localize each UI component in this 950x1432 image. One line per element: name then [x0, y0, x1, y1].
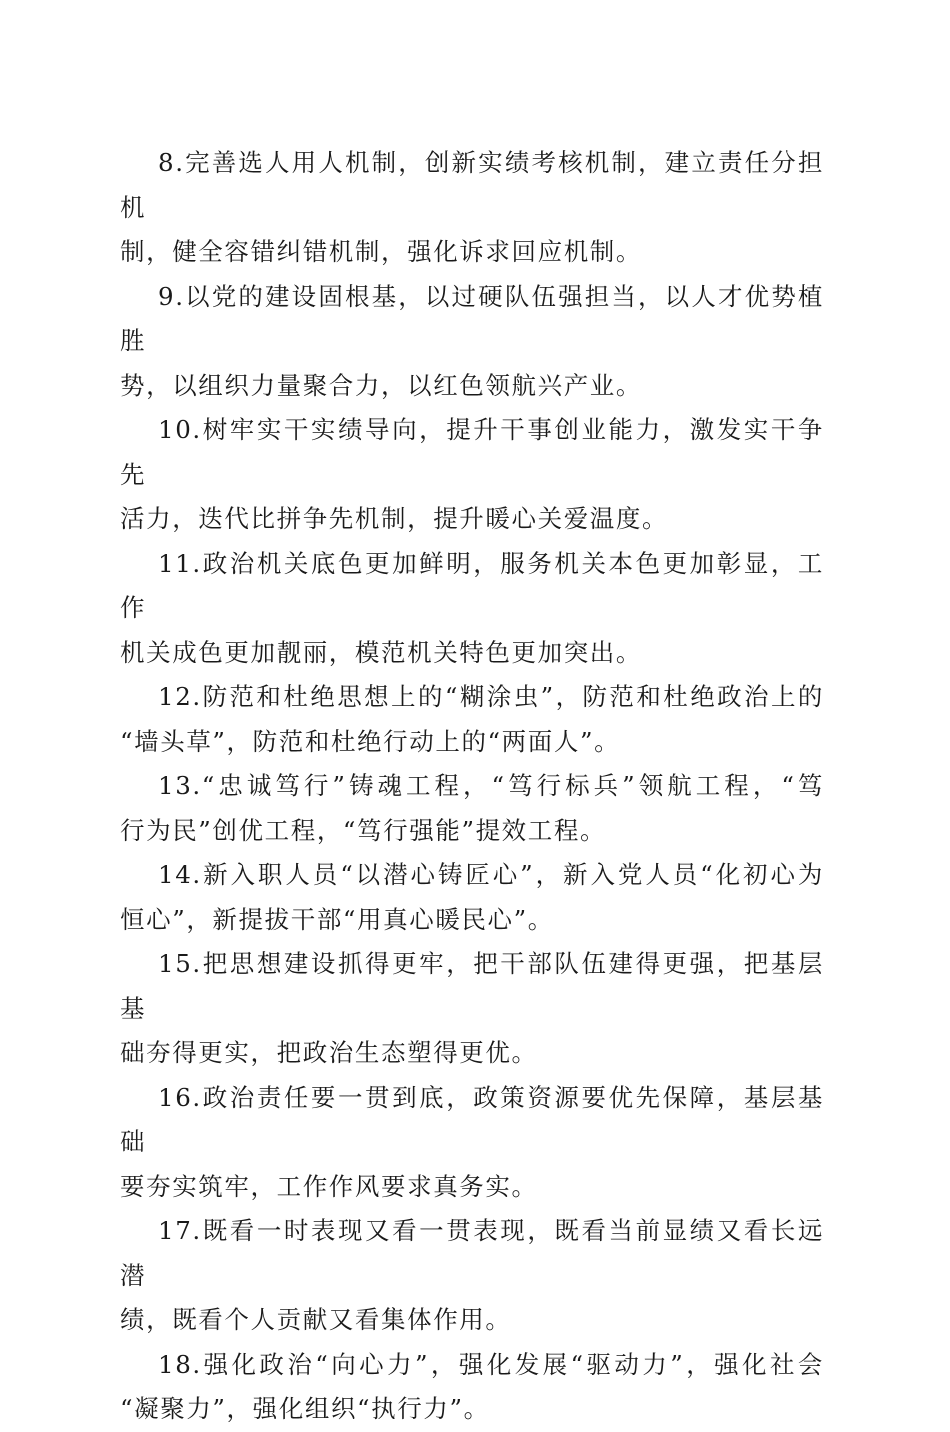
list-item [120, 1209, 824, 1343]
list-item-line: 14.新入职人员“以潜心铸匠心”，新入党人员“化初心为 [158, 860, 824, 889]
list-item-line: 13.“忠诚笃行”铸魂工程，“笃行标兵”领航工程，“笃 [158, 771, 824, 800]
list-item-line: 12.防范和杜绝思想上的“糊涂虫”，防范和杜绝政治上的 [158, 682, 824, 711]
list-item [120, 275, 824, 409]
list-item [120, 408, 824, 542]
list-item-line: 8.完善选人用人机制，创新实绩考核机制，建立责任分担机 [120, 148, 824, 222]
list-item-line: 活力，迭代比拼争先机制，提升暖心关爱温度。 [120, 504, 669, 533]
list-item-line: 础夯得更实，把政治生态塑得更优。 [120, 1038, 538, 1067]
list-item [120, 542, 824, 676]
list-item-line: 16.政治责任要一贯到底，政策资源要优先保障，基层基础 [120, 1082, 824, 1156]
list-item-line: 制，健全容错纠错机制，强化诉求回应机制。 [120, 237, 642, 266]
list-item-line: 18.强化政治“向心力”，强化发展“驱动力”，强化社会 [158, 1349, 824, 1379]
list-item-line: 要夯实筑牢，工作作风要求真务实。 [120, 1171, 538, 1201]
list-item-line: 17.既看一时表现又看一贯表现，既看当前显绩又看长远潜 [120, 1216, 824, 1290]
list-item-line: 9.以党的建设固根基，以过硬队伍强担当，以人才优势植胜 [120, 281, 824, 355]
list-item-line: “墙头草”，防范和杜绝行动上的“两面人”。 [120, 726, 621, 756]
list-item-line: 行为民”创优工程，“笃行强能”提效工程。 [120, 815, 607, 845]
list-item-line: 恒心”，新提拔干部“用真心暖民心”。 [120, 904, 554, 934]
list-item-line: “凝聚力”，强化组织“执行力”。 [120, 1394, 490, 1423]
list-item-line: 10.树牢实干实绩导向，提升干事创业能力，激发实干争先 [120, 415, 824, 489]
list-item-line: 15.把思想建设抓得更牢，把干部队伍建得更强，把基层基 [120, 949, 824, 1023]
list-item [120, 853, 824, 942]
list-item-line: 绩，既看个人贡献又看集体作用。 [120, 1305, 512, 1334]
list-item-line: 11.政治机关底色更加鲜明，服务机关本色更加彰显，工作 [120, 548, 824, 622]
list-item [120, 675, 824, 764]
document-body [120, 141, 824, 1432]
list-item [120, 1343, 824, 1432]
list-item [120, 942, 824, 1076]
list-item-line: 机关成色更加靓丽，模范机关特色更加突出。 [120, 637, 642, 667]
list-item [120, 1076, 824, 1210]
list-item [120, 764, 824, 853]
list-item [120, 141, 824, 275]
list-item-line: 势，以组织力量聚合力，以红色领航兴产业。 [120, 370, 642, 400]
